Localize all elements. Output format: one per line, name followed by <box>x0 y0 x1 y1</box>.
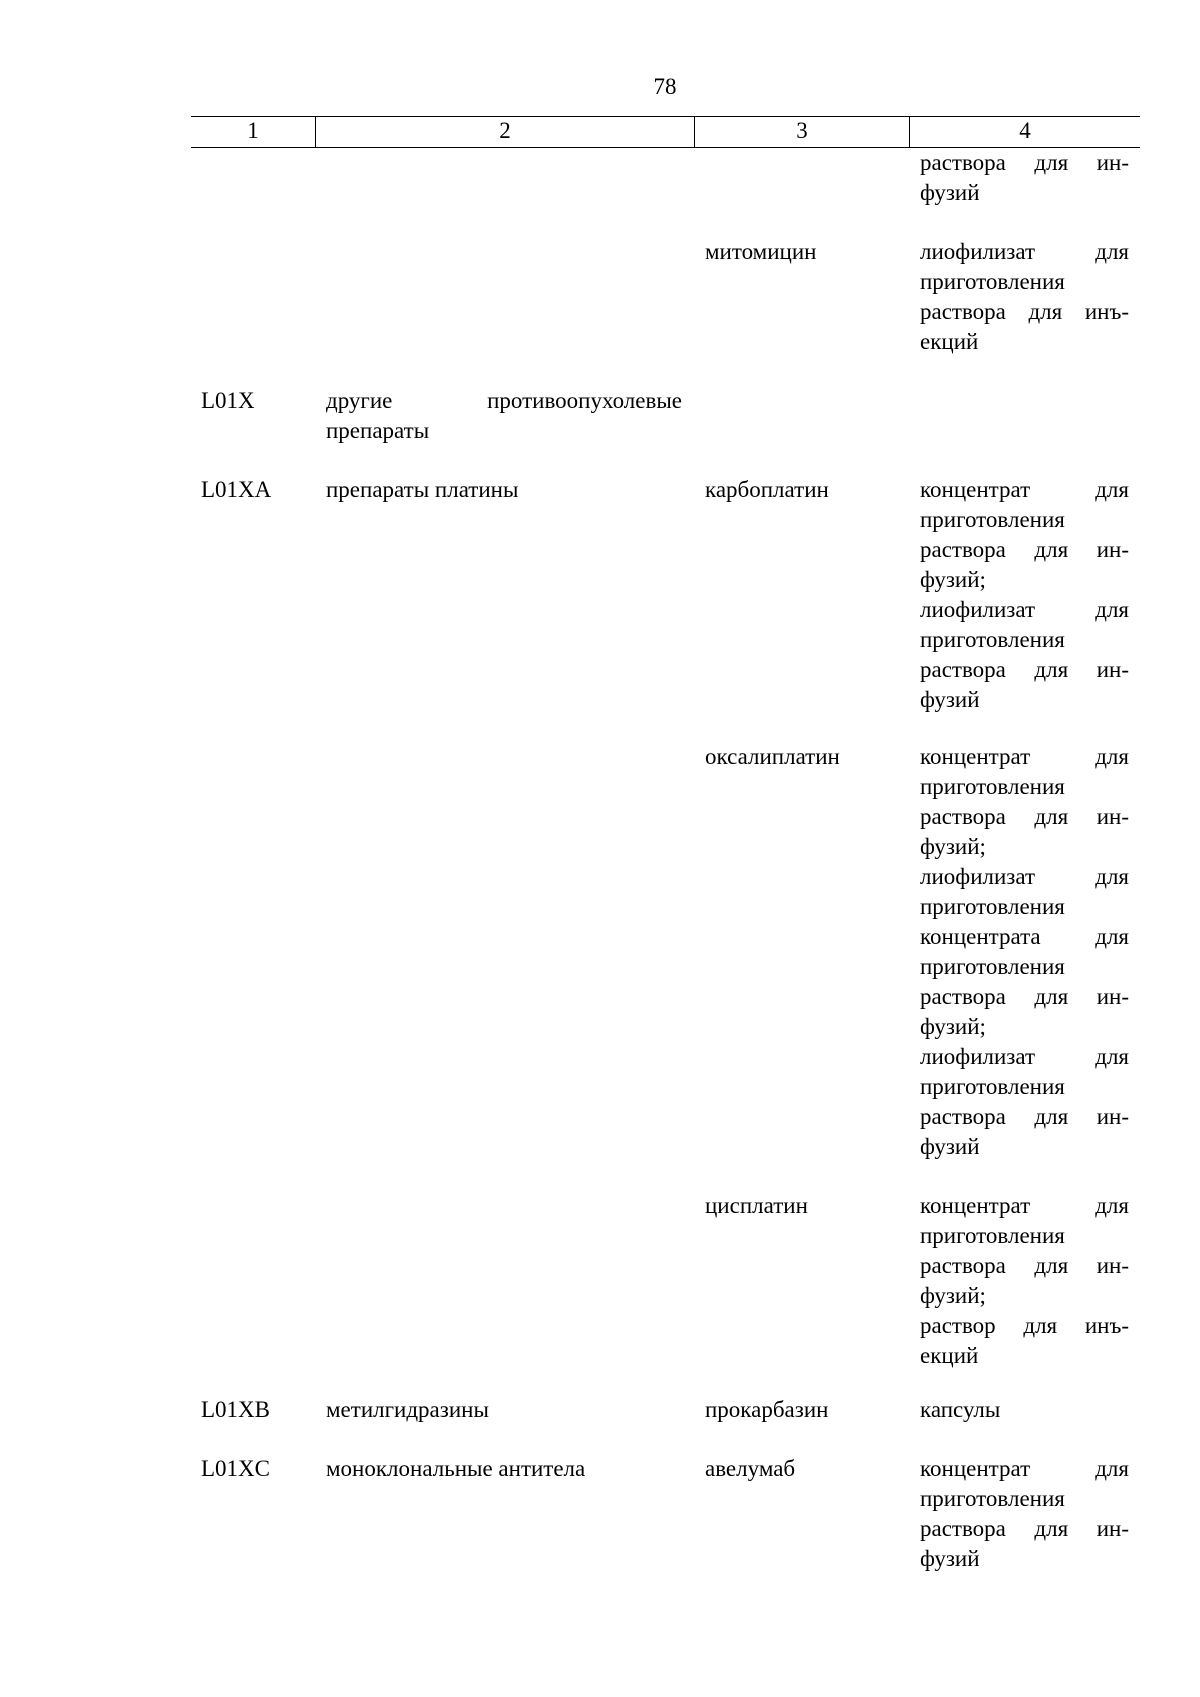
table-row <box>191 742 1140 1162</box>
form-line: концентрат для <box>920 744 1129 769</box>
form-line: раствора для ин- <box>920 1104 1129 1129</box>
header-col-4: 4 <box>909 117 1140 147</box>
form-line: концентрат для <box>920 1456 1129 1481</box>
form-line: приготовления <box>920 507 1065 532</box>
form-line: лиофилизат для <box>920 597 1129 622</box>
group-name <box>315 237 694 357</box>
header-col-2: 2 <box>315 117 694 147</box>
form-line: фузий; <box>920 1283 986 1308</box>
form-line: фузий <box>920 1546 980 1571</box>
table-header <box>191 116 1140 148</box>
header-col-3: 3 <box>694 117 909 147</box>
group-name <box>315 1395 694 1425</box>
form-line: раствора для ин- <box>920 1253 1129 1278</box>
page-number: 78 <box>653 74 677 99</box>
form-line: фузий <box>920 687 980 712</box>
group-name <box>315 386 694 446</box>
form-line: фузий; <box>920 834 986 859</box>
drug-name: оксалиплатин <box>705 744 840 769</box>
atc-code <box>191 1191 315 1371</box>
form-line: екций <box>920 1343 979 1368</box>
form-line: раствора для ин- <box>920 804 1129 829</box>
form-line: приготовления <box>920 774 1065 799</box>
drug-name <box>694 386 909 446</box>
form-line: раствора для ин- <box>920 150 1129 175</box>
atc-code: L01XB <box>201 1397 270 1422</box>
form-line: приготовления <box>920 1486 1065 1511</box>
form-line: раствора для ин- <box>920 657 1129 682</box>
dosage-forms <box>909 742 1140 1162</box>
dosage-forms <box>909 1191 1140 1371</box>
form-line: раствора для ин- <box>920 1516 1129 1541</box>
form-line: фузий <box>920 180 980 205</box>
form-line: приготовления <box>920 894 1065 919</box>
group-name <box>315 148 694 208</box>
group-name <box>315 1454 694 1574</box>
group-name <box>315 475 694 715</box>
form-line: капсулы <box>920 1397 1001 1422</box>
dosage-forms <box>909 1454 1140 1574</box>
table-row <box>191 237 1140 357</box>
form-line: раствора для ин- <box>920 984 1129 1009</box>
dosage-forms <box>909 1395 1140 1425</box>
table-row <box>191 475 1140 715</box>
atc-code: L01XC <box>201 1456 270 1481</box>
form-line: концентрат для <box>920 477 1129 502</box>
drug-name: митомицин <box>705 239 817 264</box>
drug-name: цисплатин <box>705 1193 808 1218</box>
header-col-1: 1 <box>247 118 259 143</box>
form-line: приготовления <box>920 1223 1065 1248</box>
table-row <box>191 1191 1140 1371</box>
group-line: другие противоопухолевые <box>326 388 682 413</box>
group-line: препараты платины <box>326 477 519 502</box>
drug-name: прокарбазин <box>705 1397 829 1422</box>
atc-code: L01XA <box>201 477 272 502</box>
atc-code <box>191 742 315 1162</box>
form-line: раствор для инъ- <box>920 1313 1129 1338</box>
form-line: лиофилизат для <box>920 1044 1129 1069</box>
form-line: раствора для инъ- <box>920 299 1129 324</box>
table-row <box>191 148 1140 208</box>
form-line: приготовления <box>920 269 1065 294</box>
form-line: фузий; <box>920 1014 986 1039</box>
atc-code <box>191 237 315 357</box>
dosage-forms <box>909 386 1140 446</box>
form-line: фузий; <box>920 567 986 592</box>
drug-name: авелумаб <box>705 1456 796 1481</box>
form-line: приготовления <box>920 627 1065 652</box>
group-line: препараты <box>326 418 430 443</box>
drug-name: карбоплатин <box>705 477 829 502</box>
form-line: концентрата для <box>920 924 1129 949</box>
group-name <box>315 742 694 1162</box>
group-line: метилгидразины <box>326 1397 489 1422</box>
table-row <box>191 1454 1140 1574</box>
group-name <box>315 1191 694 1371</box>
table-row <box>191 1395 1140 1425</box>
form-line: фузий <box>920 1134 980 1159</box>
dosage-forms <box>909 237 1140 357</box>
form-line: концентрат для <box>920 1193 1129 1218</box>
form-line: раствора для ин- <box>920 537 1129 562</box>
form-line: приготовления <box>920 1074 1065 1099</box>
dosage-forms <box>909 148 1140 208</box>
form-line: екций <box>920 329 979 354</box>
form-line: лиофилизат для <box>920 864 1129 889</box>
form-line: лиофилизат для <box>920 239 1129 264</box>
form-line: приготовления <box>920 954 1065 979</box>
table-row <box>191 386 1140 446</box>
atc-code: L01X <box>201 388 255 413</box>
drug-name <box>694 148 909 208</box>
dosage-forms <box>909 475 1140 715</box>
atc-code <box>191 148 315 208</box>
group-line: моноклональные антитела <box>326 1456 586 1481</box>
